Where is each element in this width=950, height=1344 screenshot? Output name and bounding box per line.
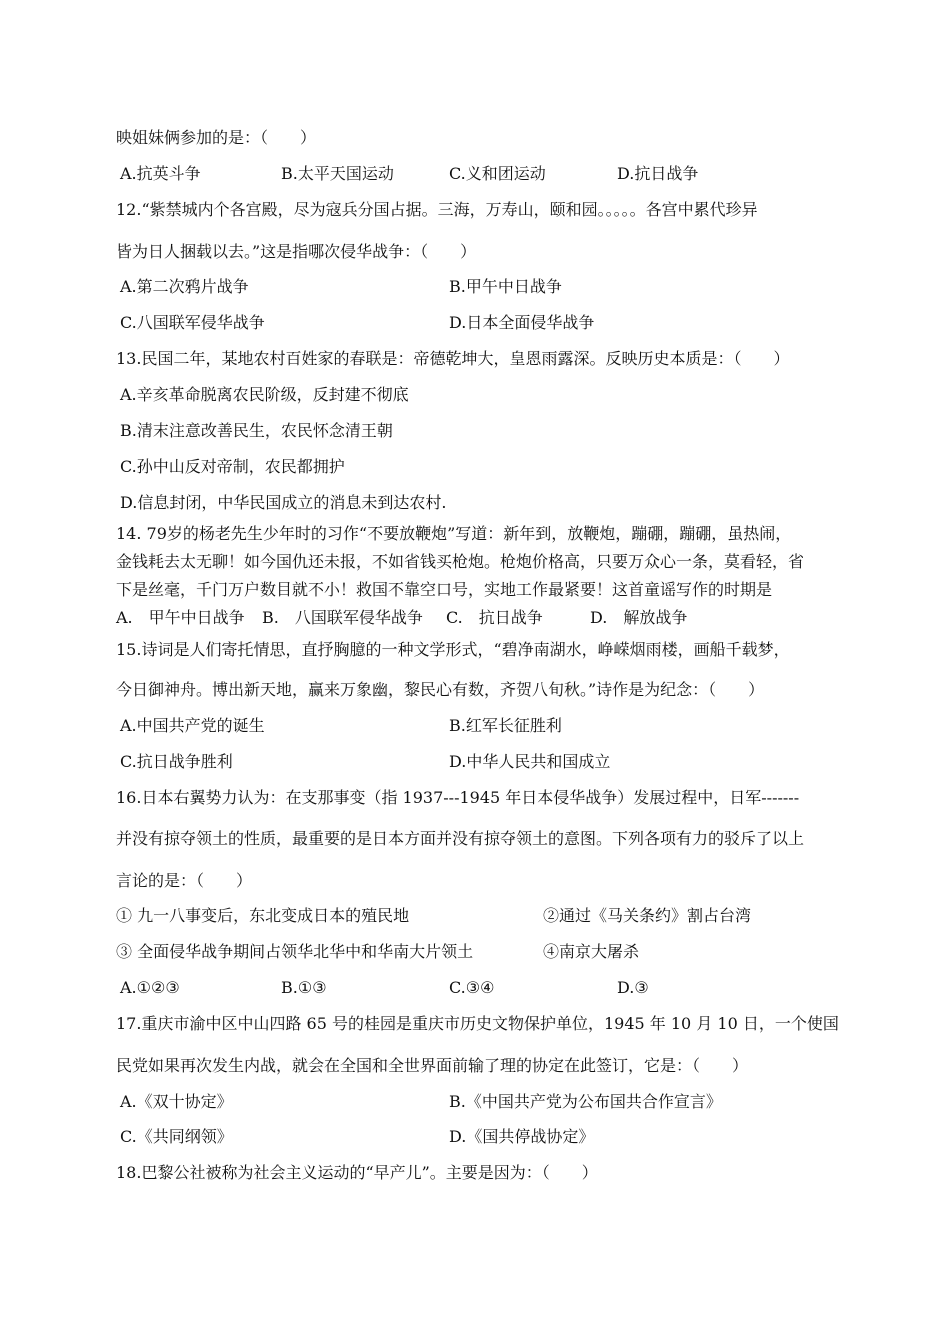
q15-option-b: B.红军长征胜利 [449,716,562,735]
q15-stem-line1: 15.诗词是人们寄托情思，直抒胸臆的一种文学形式，“碧净南湖水，峥嵘烟雨楼，画船千载梦， [116,640,790,659]
q16-stem-line1: 16.日本右翼势力认为：在支那事变（指 1937---1945 年日本侵华战争）发展过程中，日军------- [116,788,800,807]
q11-option-c: C.义和团运动 [449,164,546,183]
q14-stem-line3: 下是丝毫，千门万户数目就不小！救国不靠空口号，实地工作最紧要！这首童谣写作的时期是 [116,580,773,599]
q16-stem-line2: 并没有掠夺领土的性质，最重要的是日本方面并没有掠夺领土的意图。下列各项有力的驳斥了以上 [116,829,805,848]
q16-option-b: B.①③ [281,978,327,997]
q13-option-b: B.清末注意改善民生，农民怀念清王朝 [120,421,393,440]
q14-option-c: C. 抗日战争 [446,608,543,627]
q15-option-c: C.抗日战争胜利 [120,752,233,771]
q14-option-d: D. 解放战争 [590,608,688,627]
q16-option-a: A.①②③ [120,978,180,997]
q16-statement-3: ③ 全面侵华战争期间占领华北华中和华南大片领土 [116,942,474,961]
q15-stem-line2: 今日御神舟。博出新天地，赢来万象幽，黎民心有数，齐贺八旬秋。”诗作是为纪念：（ ） [116,680,765,699]
q16-option-d: D.③ [617,978,649,997]
q17-option-d: D.《国共停战协定》 [449,1127,595,1146]
q16-option-c: C.③④ [449,978,495,997]
q16-statement-2: ②通过《马关条约》割占台湾 [543,906,752,925]
q11-option-a: A.抗英斗争 [120,164,201,183]
q17-stem-line1: 17.重庆市渝中区中山四路 65 号的桂园是重庆市历史文物保护单位，1945 年 10 月 10 日，一个使国 [116,1014,839,1033]
q16-statement-4: ④南京大屠杀 [543,942,640,961]
q18-stem-line1: 18.巴黎公社被称为社会主义运动的“早产儿”。主要是因为：（ ） [116,1163,598,1182]
q12-option-d: D.日本全面侵华战争 [449,313,595,332]
q12-option-c: C.八国联军侵华战争 [120,313,265,332]
q14-stem-line2: 金钱耗去太无聊！如今国仇还未报，不如省钱买枪炮。枪炮价格高，只要万众心一条，莫看轻，省 [116,552,805,571]
q11-stem-tail: 映姐妹俩参加的是：（ ） [116,128,317,147]
q13-option-d: D.信息封闭，中华民国成立的消息未到达农村. [120,493,447,512]
q12-stem-line1: 12.“紫禁城内个各宫殿，尽为寇兵分国占据。三海，万寿山，颐和园。。。。。各宫中累代珍异 [116,200,758,219]
q14-option-a: A. 甲午中日战争 [116,608,245,627]
q13-stem-line1: 13.民国二年，某地农村百姓家的春联是：帝德乾坤大，皇恩雨露深。反映历史本质是：（ ） [116,349,790,368]
q17-stem-line2: 民党如果再次发生内战，就会在全国和全世界面前输了理的协定在此签订，它是：（ ） [116,1056,749,1075]
q11-option-b: B.太平天国运动 [281,164,394,183]
q11-option-d: D.抗日战争 [617,164,699,183]
q14-stem-line1: 14. 79岁的杨老先生少年时的习作“不要放鞭炮”写道：新年到，放鞭炮，蹦硼，蹦硼，虽热闹， [116,524,792,543]
q12-option-a: A.第二次鸦片战争 [120,277,249,296]
q13-option-c: C.孙中山反对帝制，农民都拥护 [120,457,345,476]
q14-option-b: B. 八国联军侵华战争 [262,608,423,627]
q16-stem-line3: 言论的是：（ ） [116,871,253,890]
q17-option-c: C.《共同纲领》 [120,1127,233,1146]
q13-option-a: A.辛亥革命脱离农民阶级，反封建不彻底 [120,385,409,404]
q12-option-b: B.甲午中日战争 [449,277,562,296]
q15-option-d: D.中华人民共和国成立 [449,752,611,771]
q15-option-a: A.中国共产党的诞生 [120,716,265,735]
q12-stem-line2: 皆为日人捆载以去。”这是指哪次侵华战争：（ ） [116,242,477,261]
q17-option-a: A.《双十协定》 [120,1092,233,1111]
q16-statement-1: ① 九一八事变后，东北变成日本的殖民地 [116,906,410,925]
q17-option-b: B.《中国共产党为公布国共合作宣言》 [449,1092,722,1111]
